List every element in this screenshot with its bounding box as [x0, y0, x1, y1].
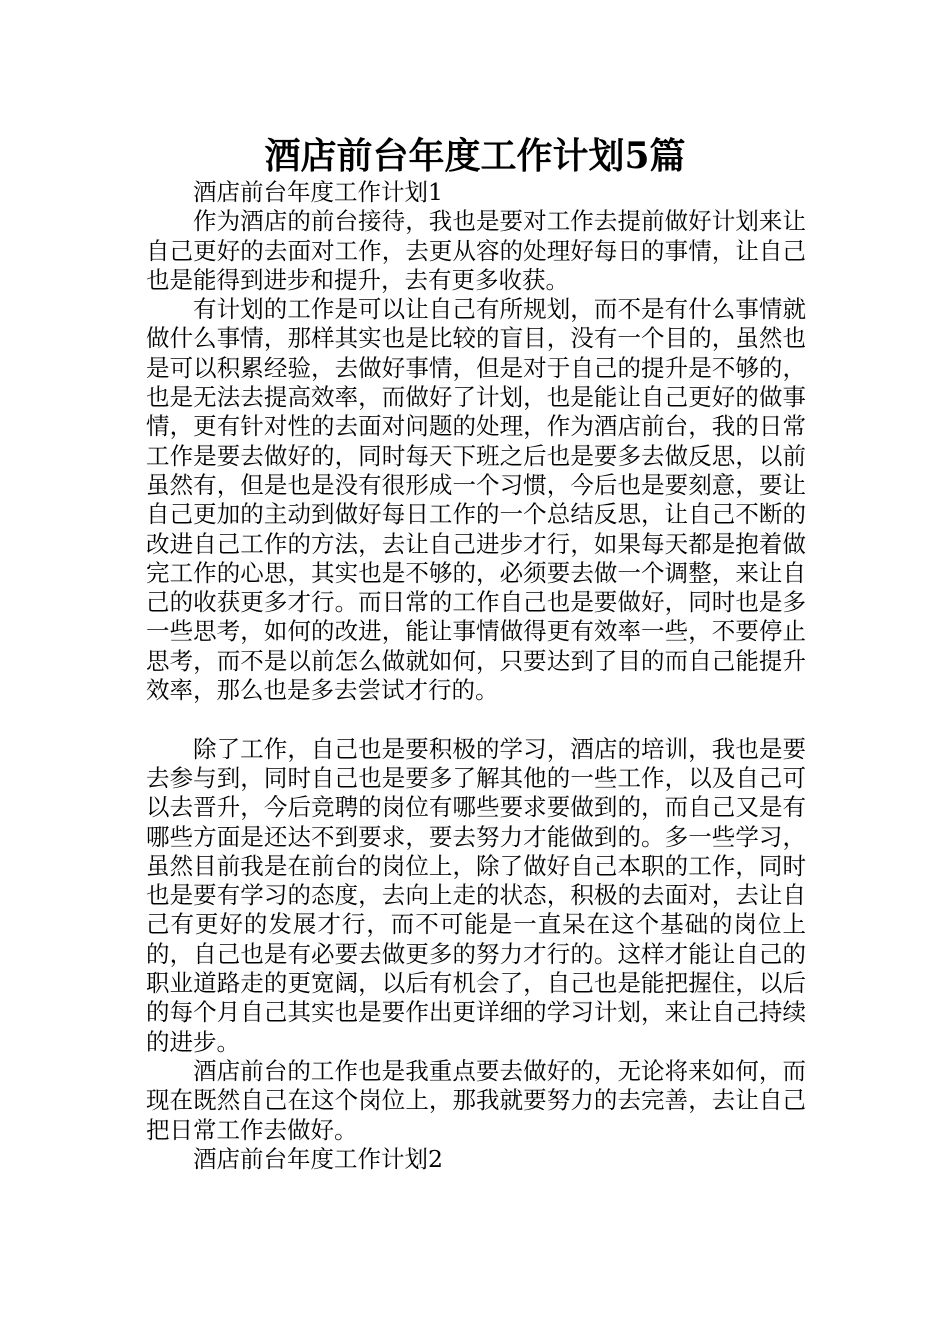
paragraph-1: 作为酒店的前台接待，我也是要对工作去提前做好计划来让自己更好的去面对工作，去更从容的处理好每日的事情，让自己也是能得到进步和提升，去有更多收获。 — [146, 207, 806, 294]
paragraph-2: 有计划的工作是可以让自己有所规划，而不是有什么事情就做什么事情，那样其实也是比较的盲目，没有一个目的，虽然也是可以积累经验，去做好事情，但是对于自己的提升是不够的，也是无法去提高效率，而做好了计划，也是能让自己更好的做事情，更有针对性的去面对问题的处理，作为酒店前台，我的日常工作是要去做好的，同时每天下班之后也是要多去做反思，以前虽然有，但是也是没有很形成一个习惯，今后也是要刻意，要让自己更加的主动到做好每日工作的一个总结反思，让自己不断的改进自己工作的方法，去让自己进步才行，如果每天都是抱着做完工作的心思，其实也是不够的，必须要去做一个调整，来让自己的收获更多才行。而日常的工作自己也是要做好，同时也是多一些思考，如何的改进，能让事情做得更有效率一些，不要停止思考，而不是以前怎么做就如何，只要达到了目的而自己能提升效率，那么也是多去尝试才行的。 — [146, 295, 806, 705]
section-heading-1: 酒店前台年度工作计划1 — [193, 178, 443, 206]
paragraph-3: 除了工作，自己也是要积极的学习，酒店的培训，我也是要去参与到，同时自己也是要多了解其他的一些工作，以及自己可以去晋升，今后竞聘的岗位有哪些要求要做到的，而自己又是有哪些方面是还达不到要求，要去努力才能做到的。多一些学习，虽然目前我是在前台的岗位上，除了做好自己本职的工作，同时也是要有学习的态度，去向上走的状态，积极的去面对，去让自己有更好的发展才行，而不可能是一直呆在这个基础的岗位上的，自己也是有必要去做更多的努力才行的。这样才能让自己的职业道路走的更宽阔，以后有机会了，自己也是能把握住，以后的每个月自己其实也是要作出更详细的学习计划，来让自己持续的进步。 — [146, 734, 806, 1056]
section-heading-2: 酒店前台年度工作计划2 — [193, 1144, 443, 1173]
document-body — [146, 178, 806, 1174]
paragraph-4: 酒店前台的工作也是我重点要去做好的，无论将来如何，而现在既然自己在这个岗位上，那我就要努力的去完善，去让自己把日常工作去做好。 — [146, 1056, 806, 1144]
document-title: 酒店前台年度工作计划5篇 — [264, 135, 686, 177]
